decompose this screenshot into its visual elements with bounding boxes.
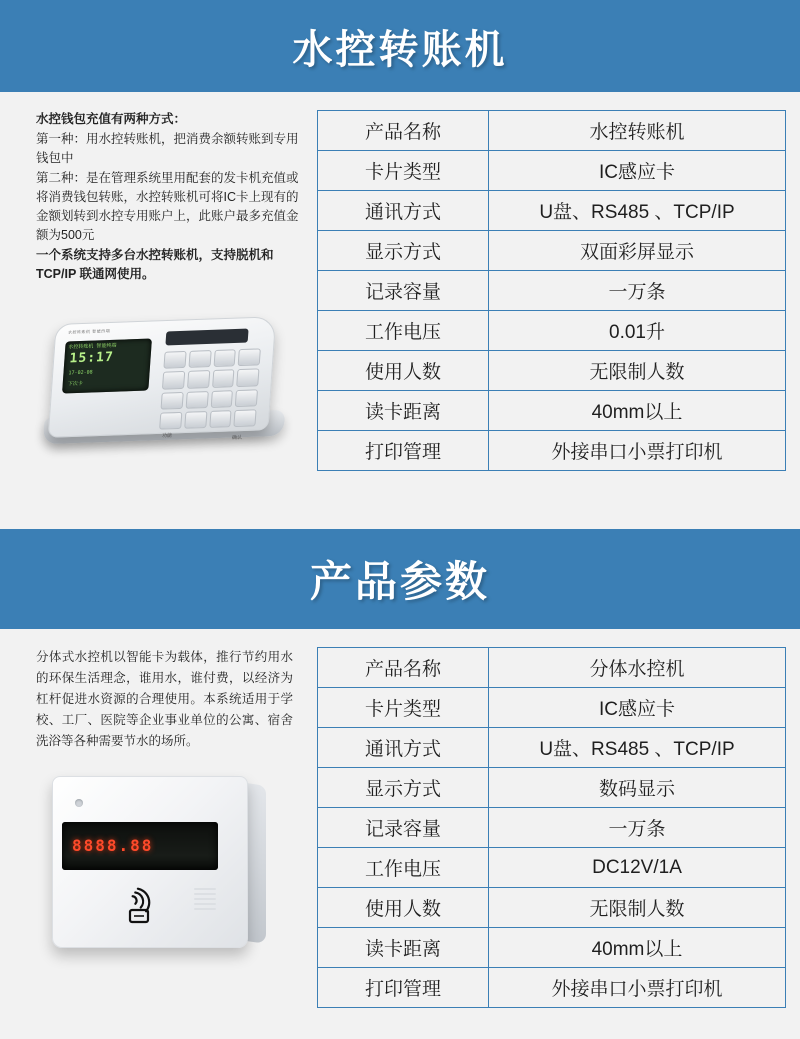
device-key-label-left: 功能	[161, 432, 173, 440]
spec-value: 外接串口小票打印机	[489, 968, 786, 1008]
keypad-key	[234, 409, 257, 427]
keypad-key	[209, 410, 232, 428]
split-water-controller-image	[44, 770, 294, 970]
spec-value: 无限制人数	[489, 351, 786, 391]
table-row	[318, 648, 786, 688]
device-screen-brand: 水控转账机 智能终端	[68, 342, 117, 351]
device-screen-date: 17-02-08	[68, 369, 93, 377]
spec-value: 数码显示	[489, 768, 786, 808]
section1-content	[0, 92, 800, 471]
spec-value: 0.01升	[489, 311, 786, 351]
keypad-key	[236, 369, 259, 387]
spec-key: 读卡距离	[318, 391, 489, 431]
section1-banner	[0, 0, 800, 92]
spec-key: 卡片类型	[318, 688, 489, 728]
rfid-wave-icon	[122, 882, 170, 926]
table-row	[318, 888, 786, 928]
section2-banner-title: 产品参数	[309, 558, 490, 605]
spec-key: 记录容量	[318, 808, 489, 848]
spec-value: 一万条	[489, 808, 786, 848]
table-row	[318, 311, 786, 351]
keypad-key	[187, 370, 210, 388]
spec-key: 使用人数	[318, 351, 489, 391]
table-row	[318, 111, 786, 151]
section1-desc-line3: 一个系统支持多台水控转账机，支持脱机和TCP/IP 联通网使用。	[36, 248, 274, 281]
section1-banner-title: 水控转账机	[292, 27, 508, 72]
device-keypad	[159, 348, 261, 429]
table-row	[318, 928, 786, 968]
section1-right-column	[307, 110, 786, 471]
table-row	[318, 688, 786, 728]
table-row	[318, 391, 786, 431]
keypad-key	[238, 348, 261, 366]
spec-key: 通讯方式	[318, 728, 489, 768]
spec-value: U盘、RS485 、TCP/IP	[489, 191, 786, 231]
spec-key: 工作电压	[318, 311, 489, 351]
section2-banner	[0, 529, 800, 629]
section1-desc-line1: 第一种：用水控转账机，把消费余额转账到专用钱包中	[36, 132, 299, 165]
spec-key: 产品名称	[318, 648, 489, 688]
section1-desc-heading: 水控钱包充值有两种方式：	[36, 112, 187, 126]
keypad-key	[162, 371, 185, 389]
keypad-key	[213, 349, 236, 367]
device-screen	[62, 339, 152, 394]
spec-key: 记录容量	[318, 271, 489, 311]
keypad-key	[235, 389, 258, 407]
section2-right-column	[307, 647, 786, 1008]
section1-description	[36, 110, 307, 284]
spec-key: 使用人数	[318, 888, 489, 928]
table-row	[318, 351, 786, 391]
keypad-key	[188, 350, 211, 368]
section1-desc-line2: 第二种：是在管理系统里用配套的发卡机充值或将消费钱包转账，水控转账机可将IC卡上现有的金额划转到水控专用账户上，此账户最多充值金额为500元	[36, 171, 299, 242]
section2-content	[0, 629, 800, 1008]
section1	[0, 92, 800, 529]
spec-key: 通讯方式	[318, 191, 489, 231]
spec-key: 打印管理	[318, 968, 489, 1008]
keypad-key	[163, 351, 186, 369]
rfid-wave-svg	[122, 882, 170, 926]
table-row	[318, 728, 786, 768]
spec-value: IC感应卡	[489, 151, 786, 191]
spec-key: 显示方式	[318, 768, 489, 808]
table-row	[318, 768, 786, 808]
table-row	[318, 431, 786, 471]
screw-hole-icon	[75, 799, 83, 807]
spec-value: 分体水控机	[489, 648, 786, 688]
spec-value: 水控转账机	[489, 111, 786, 151]
section2-spec-table	[317, 647, 786, 1008]
spec-value: 双面彩屏显示	[489, 231, 786, 271]
device-display-digits: 8888.88	[72, 836, 154, 855]
spec-key: 工作电压	[318, 848, 489, 888]
table-row	[318, 968, 786, 1008]
table-row	[318, 191, 786, 231]
section1-spec-table	[317, 110, 786, 471]
table-row	[318, 151, 786, 191]
keypad-key	[159, 412, 182, 430]
device-top-strip	[165, 329, 248, 346]
spec-value: 40mm以上	[489, 928, 786, 968]
spec-key: 打印管理	[318, 431, 489, 471]
device-display-window	[62, 822, 218, 870]
spec-value: IC感应卡	[489, 688, 786, 728]
keypad-key	[161, 391, 184, 409]
spec-value: U盘、RS485 、TCP/IP	[489, 728, 786, 768]
spec-key: 产品名称	[318, 111, 489, 151]
device-screen-time: 15:17	[68, 349, 115, 367]
spec-value: DC12V/1A	[489, 848, 786, 888]
device-brand-label: 水控转账机 智能终端	[67, 328, 111, 335]
spec-value: 外接串口小票打印机	[489, 431, 786, 471]
device-screen-note: 下次卡	[67, 380, 83, 388]
section2-left-column	[14, 647, 307, 1008]
section2	[0, 629, 800, 1039]
spec-value: 40mm以上	[489, 391, 786, 431]
table-row	[318, 808, 786, 848]
keypad-key	[212, 369, 235, 387]
section1-left-column	[14, 110, 307, 471]
keypad-key	[184, 411, 207, 429]
spec-value: 一万条	[489, 271, 786, 311]
desktop-transfer-machine-image	[44, 310, 294, 470]
table-row	[318, 271, 786, 311]
device-key-label-right: 确认	[231, 434, 243, 442]
spec-key: 显示方式	[318, 231, 489, 271]
table-row	[318, 848, 786, 888]
speaker-grille-icon	[194, 888, 216, 918]
keypad-key	[185, 391, 208, 409]
spec-value: 无限制人数	[489, 888, 786, 928]
spec-key: 读卡距离	[318, 928, 489, 968]
keypad-key	[210, 390, 233, 408]
section2-description: 分体式水控机以智能卡为载体，推行节约用水的环保生活理念，谁用水，谁付费，以经济为杠杆促进水资源的合理使用。本系统适用于学校、工厂、医院等企业事业单位的公寓、宿舍洗浴等各种需要节水的场所。	[36, 650, 293, 748]
spec-key: 卡片类型	[318, 151, 489, 191]
table-row	[318, 231, 786, 271]
